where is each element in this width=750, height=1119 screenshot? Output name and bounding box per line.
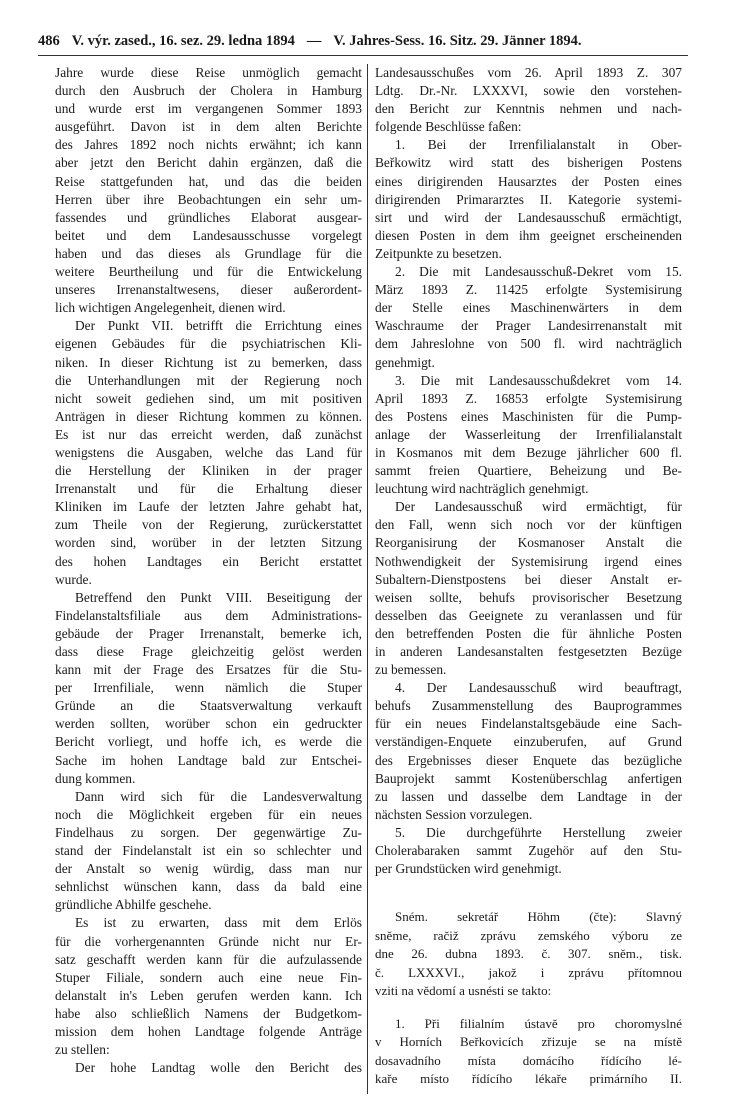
text-line: der Anstalt so wenig würdig, dass man nur	[55, 861, 362, 877]
text-line: Landesausschußes vom 26. April 1893 Z. 307	[375, 65, 682, 80]
text-line: Der Punkt VII. betrifft die Errichtung eines	[75, 318, 362, 334]
text-line: č. LXXXVI., jakož i zprávu přítomnou	[375, 964, 682, 980]
paragraph	[375, 1015, 682, 1089]
text-line: Cholerabaraken sammt Zugehör auf den Stu-	[375, 843, 682, 859]
text-line: die Unterhandlungen mit der Regierung noch	[55, 372, 362, 388]
text-line: Irrenanstalt und für die Erhaltung dieser	[55, 481, 362, 497]
text-line: nächsten Session vorzulegen.	[375, 806, 533, 822]
text-line: dem Jahreslohne von 500 fl. wird nachträglich	[375, 336, 682, 352]
text-line: gründliche Abhilfe geschehe.	[55, 897, 212, 913]
page-header	[38, 30, 688, 52]
text-line: 2. Die mit Landesausschuß-Dekret vom 15.	[395, 264, 682, 280]
paragraph	[375, 908, 682, 1001]
text-line: des Postens eines Maschinisten für die Pump-	[375, 408, 682, 424]
text-line: Findelanstaltsfiliale aus dem Administrations-	[55, 607, 362, 623]
text-line: März 1893 Z. 11425 erfolgte Systemisirung	[375, 282, 682, 298]
text-line: Dann wird sich für die Landesverwaltung	[75, 788, 362, 804]
left-column	[55, 64, 362, 1077]
header-separator: —	[306, 33, 322, 49]
text-line: für die vorhergenannten Gründe nicht nur Er-	[55, 933, 362, 949]
section-gap	[375, 878, 682, 908]
text-line: in anderen Landesanstalten festgesetzten Bezüge	[375, 644, 682, 659]
text-line: weisen sollte, behufs provisorischer Besetzung	[375, 589, 682, 605]
text-line: Bauprojekt sammt Kostenüberschlag anfertigen	[375, 770, 682, 786]
text-line: eigenen Gebäudes für die psychiatrischen Kli-	[55, 336, 362, 352]
text-line: dosavadního místa domácího řídícího lé-	[375, 1052, 682, 1068]
text-line: des hohen Landtages ein Bericht erstattet	[55, 553, 362, 569]
text-line: 4. Der Landesausschuß wird beauftragt,	[395, 680, 682, 696]
paragraph	[55, 64, 362, 317]
text-line: dung kommen.	[55, 770, 136, 786]
text-line: genehmigt.	[375, 354, 435, 370]
text-line: den Bericht zur Kenntnis nehmen und nach-	[375, 101, 682, 117]
text-line: kann mit der Frage des Ersatzes für die Stu-	[55, 662, 362, 678]
text-line: Ldtg. Dr.-Nr. LXXXVI, sowie den vorstehen-	[375, 83, 682, 99]
text-line: Es ist zu erwarten, dass mit dem Erlös	[75, 915, 362, 931]
paragraph	[375, 136, 682, 263]
text-line: Der hohe Landtag wolle den Bericht des	[75, 1060, 362, 1076]
paragraph	[375, 498, 682, 679]
text-line: stand der Findelanstalt ist ein so schlechter und	[55, 843, 362, 859]
text-line: dne 26. dubna 1893. č. 307. sněm., tisk.	[375, 946, 682, 962]
paragraph	[55, 914, 362, 1059]
text-line: dirigirenden Primararztes II. Kategorie systemi-	[375, 191, 682, 207]
text-line: in Kosmanos mit dem Bezuge jährlicher 600 fl.	[375, 444, 682, 460]
text-line: weitere Beurtheilung und für die Entwickelung	[55, 264, 362, 280]
text-line: der Stelle eines Maschinenwärters in dem	[375, 300, 682, 316]
text-line: Anträgen in dieser Richtung kommen zu können.	[55, 408, 362, 424]
text-line: lich wichtigen Angelegenheit, dienen wird.	[55, 300, 286, 316]
text-line: 1. Při filialním ústavě pro choromyslné	[395, 1015, 682, 1031]
text-line: aber jetzt den Bericht dahin ergänzen, daß die	[55, 155, 362, 171]
text-line: diesen Posten in dem ihm geeignet erscheinenden	[375, 227, 682, 243]
text-line: verständigen-Enquete einzuberufen, auf Grund	[375, 734, 682, 750]
paragraph	[375, 824, 682, 878]
text-line: v Horních Beřkovicích zřizuje se na místě	[375, 1034, 682, 1050]
text-line: noch die Möglichkeit ergeben für ein neues	[55, 806, 362, 822]
text-line: kaře místo řídícího lékaře primárního II.	[375, 1071, 682, 1087]
text-line: Der Landesausschuß wird ermächtigt, für	[395, 499, 682, 515]
right-column	[375, 64, 682, 878]
text-line: vziti na vědomí a usnésti se takto:	[375, 983, 552, 999]
paragraph	[375, 372, 682, 499]
text-line: Zeitpunkte zu besetzen.	[375, 245, 502, 261]
paragraph	[55, 589, 362, 788]
text-line: behufs Zusammenstellung des Bauprogrammes	[375, 698, 682, 714]
header-rule	[38, 55, 688, 56]
text-line: desselben das Geeignete zu veranlassen und für	[375, 607, 682, 623]
text-line: per Grundstücken wird genehmigt.	[375, 861, 562, 877]
text-line: per Irrenfiliale, wenn nämlich die Stuper	[55, 680, 362, 696]
text-line: sněme, račiž zprávu zemského výboru ze	[375, 927, 682, 943]
paragraph	[375, 64, 682, 136]
text-line: niken. In dieser Richtung ist zu bemerken, dass	[55, 354, 362, 370]
text-line: worden sind, worüber in der letzten Sitzung	[55, 535, 362, 551]
text-line: für ein neues Findelanstaltsgebäude eine Sach-	[375, 716, 682, 732]
text-line: delanstalt in's Leben gerufen werden kann. Ich	[55, 987, 362, 1003]
text-line: des Jahres 1892 noch nichts erwähnt; ich kann	[55, 137, 362, 153]
text-line: Herren über ihre Beobachtungen ein sehr um-	[55, 191, 362, 207]
text-line: ausgeführt. Davon ist in dem alten Berichte	[55, 119, 362, 135]
text-line: die Herstellung der Kliniken in der prager	[55, 463, 362, 479]
text-line: anlage der Wasserleitung der Irrenfilialanstalt	[375, 426, 682, 442]
text-line: Bericht vorliegt, und hoffe ich, es werde die	[55, 734, 362, 750]
text-line: zu bemessen.	[375, 662, 447, 678]
text-line: Nothwendigkeit der Systemisirung irgend eines	[375, 553, 682, 569]
text-line: wurde.	[55, 571, 92, 587]
text-line: zu stellen:	[55, 1042, 110, 1058]
text-line: leuchtung wird nachträglich genehmigt.	[375, 481, 589, 497]
text-line: zu lassen und dasselbe dem Landtage in der	[375, 788, 682, 804]
text-line: Subaltern-Dienstpostens bei dieser Anstalt er-	[375, 571, 682, 587]
text-line: Jahre wurde diese Reise unmöglich gemacht	[55, 65, 362, 80]
paragraph	[55, 317, 362, 588]
text-line: durch den Ausbruch der Cholera in Hamburg	[55, 83, 362, 99]
column-divider	[367, 64, 368, 1094]
paragraph	[375, 679, 682, 824]
text-line: 1. Bei der Irrenfilialanstalt in Ober-	[395, 137, 682, 153]
text-line: haben und das dieses als Grundlage für die	[55, 245, 362, 261]
paragraph	[375, 263, 682, 372]
text-line: folgende Beschlüsse faßen:	[375, 119, 522, 135]
text-line: 3. Die mit Landesausschußdekret vom 14.	[395, 372, 682, 388]
text-line: und wurde erst im vergangenen Sommer 1893	[55, 101, 362, 117]
text-line: nicht soweit gediehen sind, um mit positiven	[55, 390, 362, 406]
text-line: den Fall, wenn sich noch vor der künftigen	[375, 517, 682, 533]
german-running-head: V. Jahres-Sess. 16. Sitz. 29. Jänner 1894.	[333, 33, 582, 49]
text-line: Sache im hohen Landtage bald zur Entschei-	[55, 752, 362, 768]
text-line: Stuper Filiale, sondern auch eine neue Fin-	[55, 969, 362, 985]
text-line: Waschraume der Prager Landesirrenanstalt mit	[375, 318, 682, 334]
text-line: gebäude der Prager Irrenanstalt, bemerke ich,	[55, 625, 362, 641]
paragraph	[55, 788, 362, 915]
text-line: satz geschafft werden kann für die aufzulassende	[55, 951, 362, 967]
text-line: zum Theile von der Regierung, zurückerstattet	[55, 517, 362, 533]
text-line: Es ist nur das erreicht werden, daß zunächst	[55, 426, 362, 442]
text-line: Reise stattgefunden hat, und das die beiden	[55, 173, 362, 189]
text-line: Betreffend den Punkt VIII. Beseitigung der	[75, 589, 362, 605]
text-line: werden sollten, worüber schon ein gedruckter	[55, 716, 362, 732]
left-column	[55, 64, 362, 1077]
czech-running-head: V. výr. zased., 16. sez. 29. ledna 1894	[71, 33, 295, 49]
text-line: unseres Irrenanstaltwesens, dieser außerordent-	[55, 282, 362, 298]
text-line: 5. Die durchgeführte Herstellung zweier	[395, 824, 682, 840]
text-line: wenigstens die Ausgaben, welche das Land für	[55, 444, 362, 460]
text-line: Kliniken im Laufe der letzten Jahre gehabt hat,	[55, 499, 362, 515]
page-number: 486	[38, 33, 60, 49]
text-line: sammt freien Quartiere, Beheizung und Be-	[375, 463, 682, 479]
text-line: sehnlichst wünschen kann, dass da bald eine	[55, 879, 362, 895]
text-line: den betreffenden Posten die für ähnliche Posten	[375, 625, 682, 641]
text-line: beitet und dem Landesausschusse vorgelegt	[55, 227, 362, 243]
text-line: Reorganisirung der Kosmanoser Anstalt die	[375, 535, 682, 551]
text-line: Findelhaus zu sorgen. Der gegenwärtige Zu-	[55, 824, 362, 840]
right-column	[375, 64, 682, 1089]
text-line: sirt und wird der Landesausschuß ermächtigt,	[375, 209, 682, 225]
czech-section	[375, 908, 682, 1089]
text-line: mission dem hohen Landtage folgende Anträge	[55, 1023, 362, 1039]
text-line: des Ergebnisses dieser Enquete das bezügliche	[375, 752, 682, 768]
text-line: Gründe an die Staatsverwaltung verkauft	[55, 698, 362, 714]
paragraph	[55, 1059, 362, 1077]
text-line: dass diese Frage gleichzeitig gelöst werden	[55, 644, 362, 659]
text-line: April 1893 Z. 16853 erfolgte Systemisirung	[375, 390, 682, 406]
spacer	[375, 1001, 682, 1015]
text-line: habe also schließlich Namens der Budgetkom-	[55, 1005, 362, 1021]
text-line: Beřkowitz wird statt des bisherigen Postens	[375, 155, 682, 171]
text-line: fassendes und gründliches Elaborat ausgear-	[55, 209, 362, 225]
text-line: eines dirigirenden Hausarztes der Posten eines	[375, 173, 682, 189]
text-line: Sném. sekretář Höhm (čte): Slavný	[395, 909, 682, 925]
